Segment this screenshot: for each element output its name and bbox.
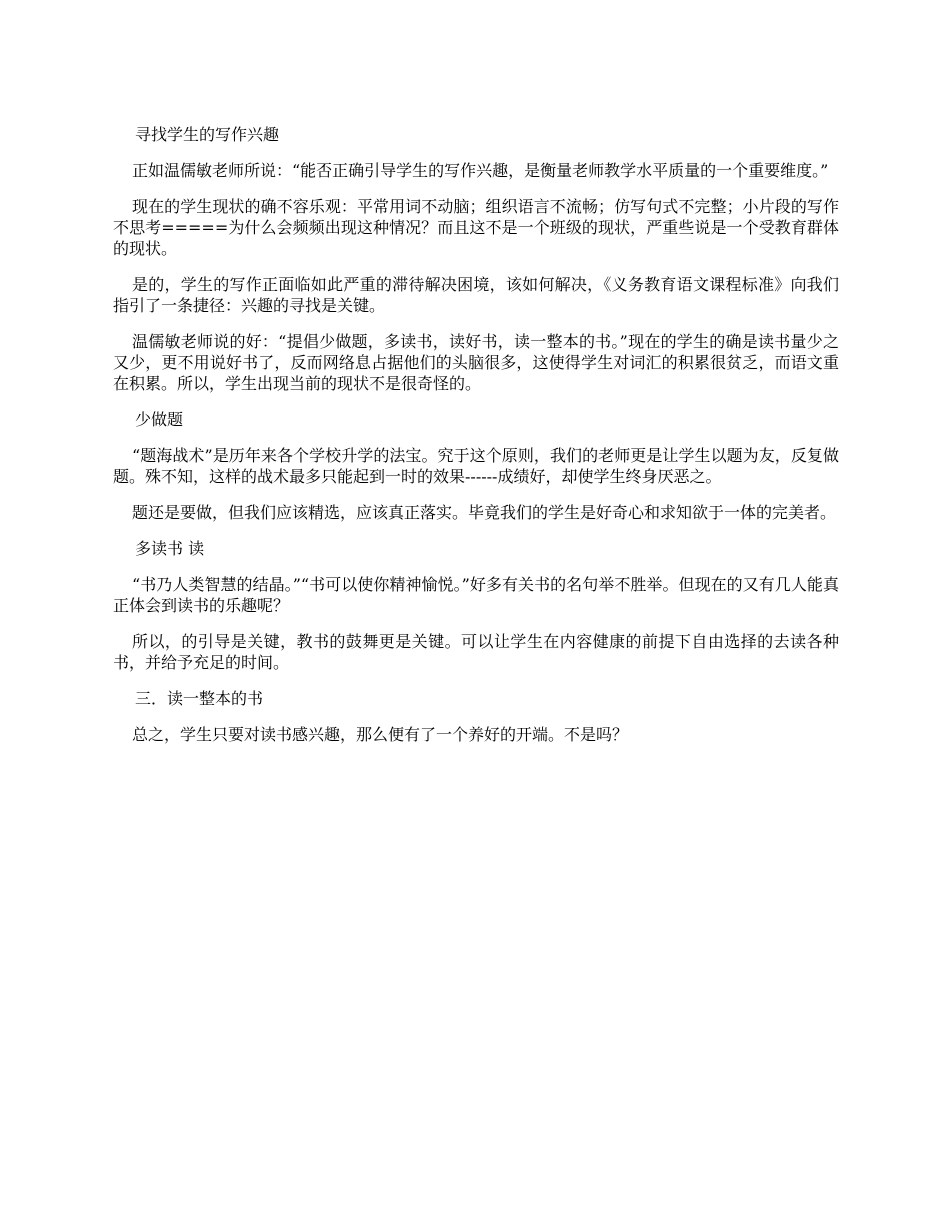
paragraph: 所以，的引导是关键，教书的鼓舞更是关键。可以让学生在内容健康的前提下自由选择的去读各种书，并给予充足的时间。 — [113, 632, 839, 672]
paragraph: 正如温儒敏老师所说：“能否正确引导学生的写作兴趣，是衡量老师教学水平质量的一个重要维度。” — [132, 161, 829, 180]
paragraph: “题海战术”是历年来各个学校升学的法宝。究于这个原则，我们的老师更是让学生以题为友，反复做题。殊不知，这样的战术最多只能起到一时的效果------成绩好，却使学生终身厌恶之。 — [113, 446, 839, 486]
paragraph: 温儒敏老师说的好：“提倡少做题，多读书，读好书，读一整本的书。”现在的学生的确是读书量少之又少，更不用说好书了，反而网络息占据他们的头脑很多，这使得学生对词汇的积累很贫乏，而语文重在积累。所以，学生出现当前的现状不是很奇怪的。 — [113, 332, 839, 393]
paragraph: 是的，学生的写作正面临如此严重的滞待解决困境，该如何解决，《义务教育语文课程标准》向我们指引了一条捷径：兴趣的寻找是关键。 — [113, 275, 839, 315]
paragraph: “书乃人类智慧的结晶。”“书可以使你精神愉悦。”好多有关书的名句举不胜举。但现在的又有几人能真正体会到读书的乐趣呢？ — [113, 575, 839, 615]
section-heading: 三．读一整本的书 — [135, 689, 264, 708]
document-title: 寻找学生的写作兴趣 — [135, 125, 280, 144]
paragraph: 总之，学生只要对读书感兴趣，那么便有了一个养好的开端。不是吗？ — [132, 725, 629, 744]
section-heading: 多读书 读 — [135, 539, 205, 558]
document-body — [113, 124, 839, 760]
paragraph: 题还是要做，但我们应该精选，应该真正落实。毕竟我们的学生是好奇心和求知欲于一体的完美者。 — [132, 503, 837, 522]
section-heading: 少做题 — [135, 410, 184, 429]
paragraph: 现在的学生现状的确不容乐观：平常用词不动脑；组织语言不流畅；仿写句式不完整；小片段的写作不思考=====为什么会频频出现这种情况？而且这不是一个班级的现状，严重些说是一个受教育群体的现状。 — [113, 197, 839, 258]
